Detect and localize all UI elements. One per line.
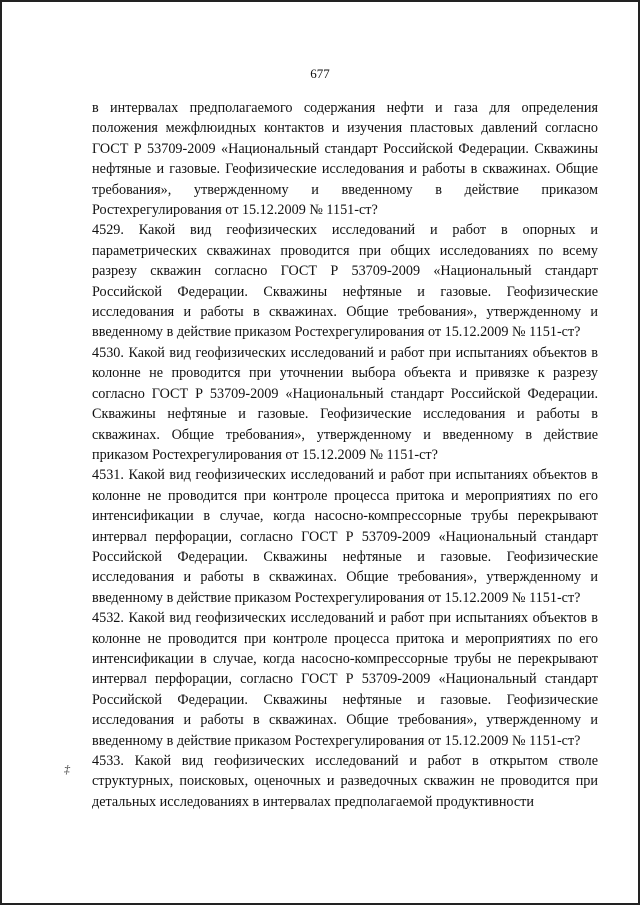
question-4529: 4529. Какой вид геофизических исследований и работ в опорных и параметрических скважинах проводится при общих исследованиях по всему разрезу скважин согласно ГОСТ Р 53709-2009 «Национальный стандарт Российской Федерации. Скважины нефтяные и газовые. Геофизические исследования и работы в скважинах. Общие требования», утвержденному и введенному в действие приказом Ростехрегулирования от 15.12.2009 № 1151-ст? (92, 222, 598, 341)
document-body (92, 98, 598, 812)
paragraph-continuation: в интервалах предполагаемого содержания нефти и газа для определения положения межфлюидных контактов и изучения пластовых давлений согласно ГОСТ Р 53709-2009 «Национальный стандарт Российской Федерации. Скважины нефтяные и газовые. Геофизические исследования и работы в скважинах. Общие требования», утвержденному и введенному в действие приказом Ростехрегулирования от 15.12.2009 № 1151-ст? (92, 100, 598, 219)
question-4533: 4533. Какой вид геофизических исследований и работ в открытом стволе структурных, поисковых, оценочных и разведочных скважин не проводится при детальных исследованиях в интервалах предполагаемой продуктивности (92, 753, 598, 810)
page-number: 677 (310, 66, 330, 81)
margin-mark: ‡ (64, 762, 70, 776)
question-4532: 4532. Какой вид геофизических исследований и работ при испытаниях объектов в колонне не проводится при контроле процесса притока и мероприятиях по его интенсификации в случае, когда насосно-компрессорные трубы не перекрывают интервал перфорации, согласно ГОСТ Р 53709-2009 «Национальный стандарт Российской Федерации. Скважины нефтяные и газовые. Геофизические исследования и работы в скважинах. Общие требования», утвержденному и введенному в действие приказом Ростехрегулирования от 15.12.2009 № 1151-ст? (92, 610, 598, 749)
question-4530: 4530. Какой вид геофизических исследований и работ при испытаниях объектов в колонне не проводится при уточнении выбора объекта и привязке к разрезу согласно ГОСТ Р 53709-2009 «Национальный стандарт Российской Федерации. Скважины нефтяные и газовые. Геофизические исследования и работы в скважинах. Общие требования», утвержденному и введенному в действие приказом Ростехрегулирования от 15.12.2009 № 1151-ст? (92, 344, 598, 463)
question-4531: 4531. Какой вид геофизических исследований и работ при испытаниях объектов в колонне не проводится при контроле процесса притока и мероприятиях по его интенсификации в случае, когда насосно-компрессорные трубы перекрывают интервал перфорации, согласно ГОСТ Р 53709-2009 «Национальный стандарт Российской Федерации. Скважины нефтяные и газовые. Геофизические исследования и работы в скважинах. Общие требования», утвержденному и введенному в действие приказом Ростехрегулирования от 15.12.2009 № 1151-ст? (92, 467, 598, 606)
